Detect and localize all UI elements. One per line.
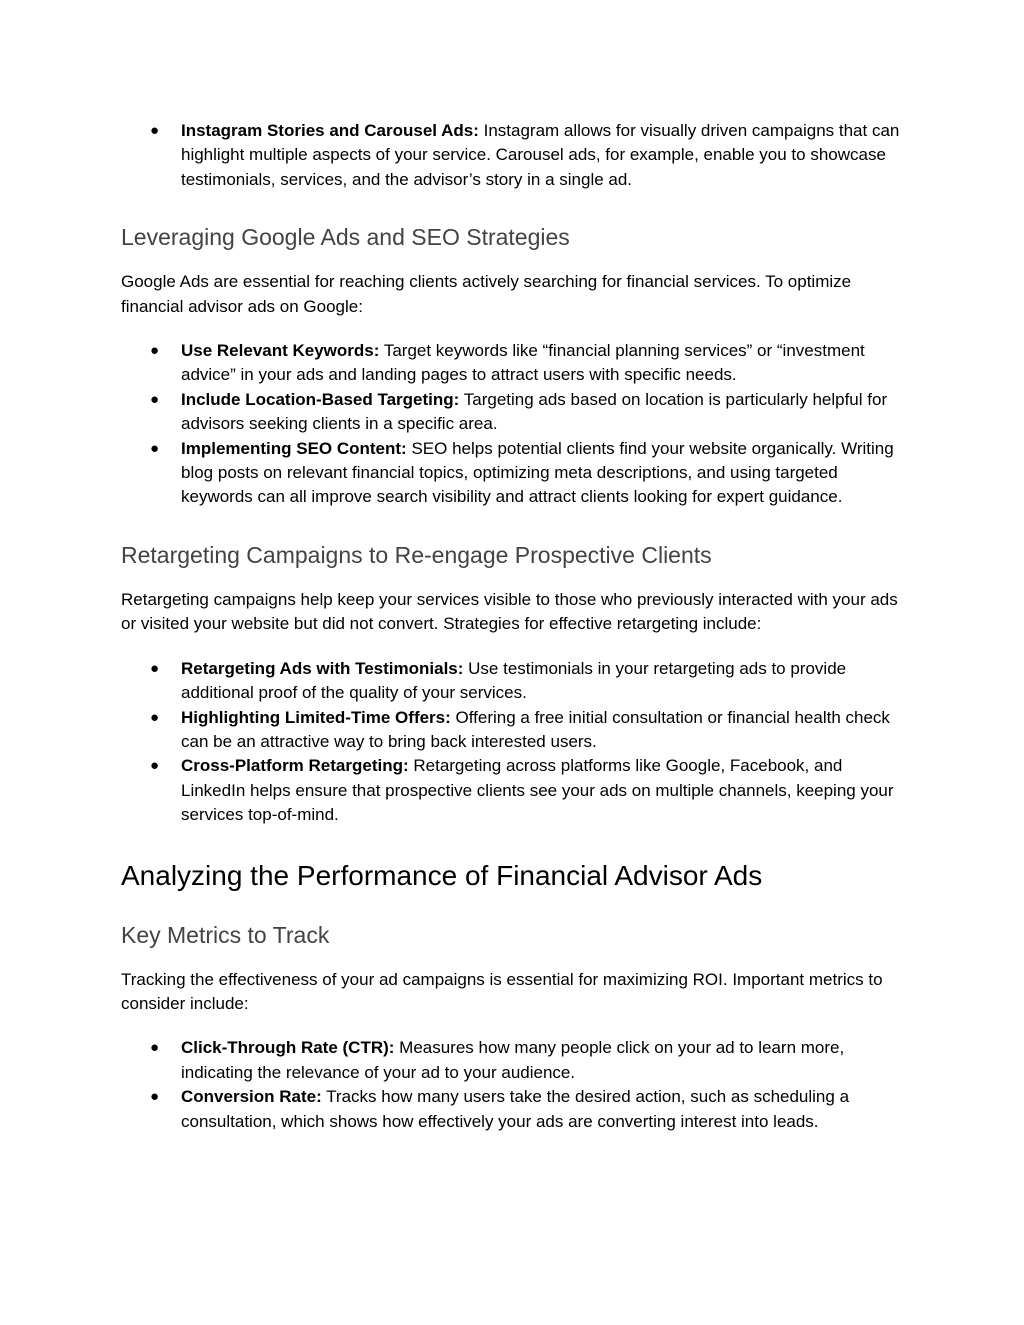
list-item-term: Implementing SEO Content: [181,438,407,458]
list-item [121,339,906,388]
instagram-list [121,119,906,192]
section-heading-retargeting: Retargeting Campaigns to Re-engage Prospective Clients [121,541,712,568]
metrics-list [121,1036,906,1134]
list-item-text: Instagram allows for visually driven campaigns that can highlight multiple aspects of your service. Carousel ads, for example, enable you to showcase testimonials, services, and the advisor’s story in a single ad. [181,121,900,189]
section-paragraph-metrics: Tracking the effectiveness of your ad campaigns is essential for maximizing ROI. Important metrics to consider include: [121,969,883,1013]
bullet-icon: ● [150,757,160,775]
list-item [121,388,906,437]
bullet-icon: ● [150,1039,160,1057]
bullet-icon: ● [150,1088,160,1106]
bullet-icon: ● [150,708,160,726]
list-item-text: SEO helps potential clients find your website organically. Writing blog posts on relevant financial topics, optimizing meta descriptions, and using targeted keywords can all improve search visibility and attract clients looking for expert guidance. [181,438,894,507]
bullet-icon: ● [150,342,160,360]
list-item-text: Measures how many people click on your ad to learn more, indicating the relevance of your ad to your audience. [181,1038,845,1082]
list-item-text: Offering a free initial consultation or financial health check can be an attractive way to bring back interested users. [181,707,890,751]
list-item [121,437,906,510]
list-item-text: Retargeting across platforms like Google, Facebook, and LinkedIn helps ensure that prospective clients see your ads on multiple channels, keeping your services top-of-mind. [181,756,894,825]
list-item [121,1036,906,1085]
list-item [121,657,906,706]
list-item-term: Highlighting Limited-Time Offers: [181,707,451,727]
google-list [121,339,906,510]
list-item-text: Tracks how many users take the desired action, such as scheduling a consultation, which shows how effectively your ads are converting interest into leads. [181,1087,850,1131]
list-item [121,706,906,755]
document-page [121,119,906,1134]
list-item-term: Click-Through Rate (CTR): [181,1038,395,1058]
bullet-icon: ● [150,439,160,457]
section-paragraph-google: Google Ads are essential for reaching clients actively searching for financial services. To optimize financial advisor ads on Google: [121,272,852,316]
section-heading-analysis: Analyzing the Performance of Financial Advisor Ads [121,859,763,891]
list-item-text: Use testimonials in your retargeting ads to provide additional proof of the quality of your services. [181,658,847,703]
retargeting-list [121,657,906,828]
bullet-icon: ● [150,659,160,677]
list-item-term: Retargeting Ads with Testimonials: [181,658,464,678]
bullet-icon: ● [150,122,160,139]
bullet-icon: ● [150,390,160,408]
list-item [121,119,906,192]
list-item-term: Conversion Rate: [181,1087,322,1107]
list-item-term: Use Relevant Keywords: [181,341,380,361]
section-heading-metrics: Key Metrics to Track [121,921,330,948]
list-item-term: Instagram Stories and Carousel Ads: [181,121,479,140]
list-item [121,1085,906,1134]
list-item [121,754,906,827]
list-item-term: Cross-Platform Retargeting: [181,756,409,776]
list-item-term: Include Location-Based Targeting: [181,389,460,409]
list-item-text: Target keywords like “financial planning services” or “investment advice” in your ads and landing pages to attract users with specific needs. [181,341,865,385]
section-paragraph-retargeting: Retargeting campaigns help keep your services visible to those who previously interacted with your ads or visited your website but did not convert. Strategies for effective retargeting include: [121,589,898,634]
section-heading-google: Leveraging Google Ads and SEO Strategies [121,224,570,251]
list-item-text: Targeting ads based on location is particularly helpful for advisors seeking clients in a specific area. [181,389,888,434]
